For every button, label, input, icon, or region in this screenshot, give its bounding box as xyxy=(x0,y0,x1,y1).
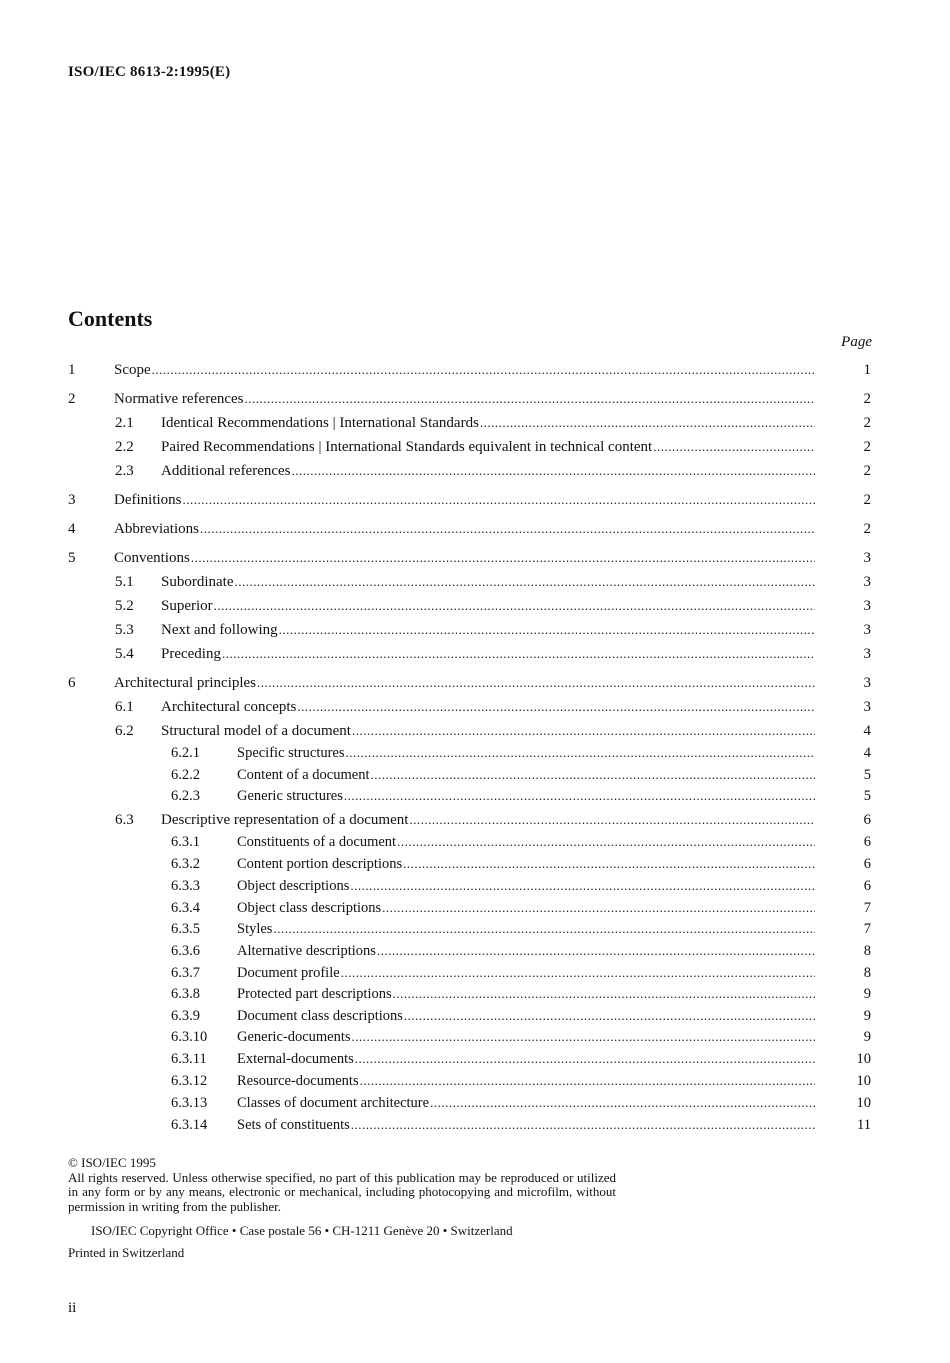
toc-entry-title: Document profile xyxy=(237,965,340,981)
copyright-block xyxy=(68,1156,628,1214)
toc-entry-leader xyxy=(114,548,815,568)
toc-entry-title: Sets of constituents xyxy=(237,1117,350,1133)
toc-entry-title: Styles xyxy=(237,921,273,937)
toc-entry-title: Specific structures xyxy=(237,745,345,761)
toc-entry-leader xyxy=(114,389,815,409)
toc-entry xyxy=(0,1071,950,1091)
toc-entry xyxy=(0,832,950,852)
toc-entry-page: 7 xyxy=(863,900,871,916)
toc-entry xyxy=(0,1115,950,1135)
toc-entry-page: 9 xyxy=(863,1008,871,1024)
toc-entry-page: 4 xyxy=(863,723,871,739)
toc-entry-number: 6.3.12 xyxy=(171,1073,208,1089)
toc-entry xyxy=(0,360,950,380)
toc-entry-page: 2 xyxy=(863,439,871,455)
toc-entry-number: 6.3.1 xyxy=(171,834,200,850)
toc-entry-leader xyxy=(161,437,815,457)
toc-entry xyxy=(0,1006,950,1026)
toc-entry-number: 6.3.9 xyxy=(171,1008,200,1024)
toc-entry-number: 5.2 xyxy=(115,598,134,614)
dot-leader xyxy=(235,572,816,592)
toc-entry-title: Identical Recommendations | International Standards xyxy=(161,415,479,431)
printed-in-line: Printed in Switzerland xyxy=(68,1245,185,1260)
dot-leader xyxy=(245,389,815,409)
dot-leader xyxy=(344,786,815,806)
copyright-line: © ISO/IEC 1995 xyxy=(68,1155,156,1170)
toc-entry-leader xyxy=(161,572,815,592)
toc-entry-title: Object class descriptions xyxy=(237,900,382,916)
toc-entry-number: 6.3 xyxy=(115,812,134,828)
toc-entry-title: Generic-documents xyxy=(237,1029,351,1045)
toc-entry-leader xyxy=(237,963,815,983)
toc-entry xyxy=(0,437,950,457)
toc-entry-page: 4 xyxy=(863,745,871,761)
toc-entry-leader xyxy=(237,1049,815,1069)
toc-entry-title: Additional references xyxy=(161,463,291,479)
toc-entry-leader xyxy=(161,810,815,830)
toc-entry-number: 5.1 xyxy=(115,574,134,590)
dot-leader xyxy=(273,919,815,939)
toc-entry-leader xyxy=(237,1027,815,1047)
toc-entry xyxy=(0,984,950,1004)
dot-leader xyxy=(257,673,815,693)
toc-entry-leader xyxy=(161,644,815,664)
toc-entry-number: 4 xyxy=(68,521,76,537)
dot-leader xyxy=(370,765,815,785)
toc-entry-title: Object descriptions xyxy=(237,878,350,894)
toc-entry-page: 3 xyxy=(863,646,871,662)
toc-entry-page: 3 xyxy=(863,699,871,715)
toc-entry-page: 3 xyxy=(863,622,871,638)
toc-entry-page: 3 xyxy=(863,675,871,691)
dot-leader xyxy=(480,413,815,433)
dot-leader xyxy=(355,1049,815,1069)
toc-entry-leader xyxy=(237,919,815,939)
dot-leader xyxy=(409,810,815,830)
toc-entry-page: 2 xyxy=(863,521,871,537)
toc-entry-leader xyxy=(237,984,815,1004)
toc-entry xyxy=(0,596,950,616)
dot-leader xyxy=(200,519,815,539)
toc-entry-title: Subordinate xyxy=(161,574,234,590)
toc-entry-page: 7 xyxy=(863,921,871,937)
toc-entry xyxy=(0,743,950,763)
dot-leader xyxy=(214,596,815,616)
toc-entry-number: 6.2.3 xyxy=(171,788,200,804)
toc-entry-page: 9 xyxy=(863,986,871,1002)
toc-entry xyxy=(0,1049,950,1069)
toc-entry-page: 2 xyxy=(863,463,871,479)
dot-leader xyxy=(653,437,815,457)
toc-entry-number: 6 xyxy=(68,675,76,691)
toc-entry xyxy=(0,548,950,568)
toc-entry xyxy=(0,919,950,939)
toc-entry-number: 2.1 xyxy=(115,415,134,431)
toc-entry-title: Next and following xyxy=(161,622,278,638)
toc-entry xyxy=(0,620,950,640)
toc-entry-title: Paired Recommendations | International Standards equivalent in technical content xyxy=(161,439,653,455)
dot-leader xyxy=(152,360,815,380)
toc-entry-leader xyxy=(161,596,815,616)
contents-heading: Contents xyxy=(68,306,153,331)
toc-entry-page: 5 xyxy=(863,788,871,804)
toc-entry-number: 6.3.8 xyxy=(171,986,200,1002)
toc-entry-page: 8 xyxy=(863,943,871,959)
dot-leader xyxy=(403,854,815,874)
toc-entry-title: Descriptive representation of a document xyxy=(161,812,409,828)
toc-entry-page: 6 xyxy=(863,834,871,850)
toc-entry xyxy=(0,389,950,409)
toc-entry-page: 1 xyxy=(863,362,871,378)
toc-entry-title: Architectural concepts xyxy=(161,699,297,715)
toc-entry-page: 2 xyxy=(863,391,871,407)
toc-entry-number: 6.3.7 xyxy=(171,965,200,981)
dot-leader xyxy=(292,461,815,481)
toc-entry xyxy=(0,490,950,510)
dot-leader xyxy=(341,963,815,983)
dot-leader xyxy=(397,832,815,852)
page-number: ii xyxy=(68,1300,77,1316)
toc-entry-leader xyxy=(237,898,815,918)
toc-entry-leader xyxy=(237,743,815,763)
toc-entry-number: 6.3.13 xyxy=(171,1095,208,1111)
toc-entry xyxy=(0,854,950,874)
toc-entry-leader xyxy=(161,620,815,640)
toc-entry-leader xyxy=(237,1093,815,1113)
document-identifier: ISO/IEC 8613-2:1995(E) xyxy=(68,64,231,80)
toc-entry-leader xyxy=(237,1115,815,1135)
toc-entry-number: 6.1 xyxy=(115,699,134,715)
toc-entry-leader xyxy=(114,360,815,380)
toc-entry-page: 6 xyxy=(863,812,871,828)
toc-entry-title: Preceding xyxy=(161,646,221,662)
toc-entry-page: 6 xyxy=(863,856,871,872)
toc-entry-page: 10 xyxy=(856,1051,871,1067)
toc-entry xyxy=(0,673,950,693)
toc-entry-page: 5 xyxy=(863,767,871,783)
toc-entry-number: 6.2 xyxy=(115,723,134,739)
toc-entry-leader xyxy=(161,697,815,717)
toc-entry xyxy=(0,697,950,717)
toc-entry-title: Document class descriptions xyxy=(237,1008,403,1024)
toc-entry-number: 1 xyxy=(68,362,76,378)
toc-entry-number: 6.3.6 xyxy=(171,943,200,959)
dot-leader xyxy=(191,548,815,568)
toc-entry-leader xyxy=(237,854,815,874)
toc-entry-number: 6.2.1 xyxy=(171,745,200,761)
toc-entry xyxy=(0,786,950,806)
toc-entry-title: Normative references xyxy=(114,391,244,407)
toc-entry-title: Abbreviations xyxy=(114,521,199,537)
toc-entry-leader xyxy=(114,519,815,539)
toc-entry-title: Definitions xyxy=(114,492,182,508)
dot-leader xyxy=(297,697,815,717)
toc-entry xyxy=(0,898,950,918)
dot-leader xyxy=(350,876,815,896)
toc-entry-page: 2 xyxy=(863,415,871,431)
toc-entry-page: 9 xyxy=(863,1029,871,1045)
toc-entry-page: 10 xyxy=(856,1095,871,1111)
toc-entry xyxy=(0,413,950,433)
toc-entry-leader xyxy=(237,1071,815,1091)
dot-leader xyxy=(346,743,815,763)
dot-leader xyxy=(222,644,815,664)
toc-entry-page: 8 xyxy=(863,965,871,981)
toc-entry-number: 3 xyxy=(68,492,76,508)
toc-entry-number: 6.2.2 xyxy=(171,767,200,783)
dot-leader xyxy=(382,898,815,918)
dot-leader xyxy=(183,490,816,510)
toc-entry xyxy=(0,644,950,664)
toc-entry-page: 3 xyxy=(863,574,871,590)
toc-entry xyxy=(0,765,950,785)
toc-entry-title: Protected part descriptions xyxy=(237,986,392,1002)
dot-leader xyxy=(393,984,815,1004)
toc-entry-leader xyxy=(114,673,815,693)
toc-entry xyxy=(0,1093,950,1113)
toc-entry xyxy=(0,810,950,830)
toc-entry-title: Resource-documents xyxy=(237,1073,359,1089)
dot-leader xyxy=(404,1006,815,1026)
toc-entry-number: 5.3 xyxy=(115,622,134,638)
toc-entry-title: Scope xyxy=(114,362,151,378)
toc-entry-leader xyxy=(237,786,815,806)
toc-entry-title: Content of a document xyxy=(237,767,370,783)
toc-entry-page: 3 xyxy=(863,550,871,566)
toc-entry-page: 6 xyxy=(863,878,871,894)
toc-entry-number: 2 xyxy=(68,391,76,407)
toc-entry-number: 6.3.5 xyxy=(171,921,200,937)
toc-entry-leader xyxy=(161,461,815,481)
toc-entry xyxy=(0,461,950,481)
toc-entry-title: Alternative descriptions xyxy=(237,943,376,959)
toc-entry-number: 5 xyxy=(68,550,76,566)
toc-entry xyxy=(0,963,950,983)
toc-entry-number: 2.3 xyxy=(115,463,134,479)
toc-entry xyxy=(0,1027,950,1047)
toc-entry-title: Content portion descriptions xyxy=(237,856,403,872)
toc-entry-page: 11 xyxy=(857,1117,871,1133)
toc-entry-number: 6.3.2 xyxy=(171,856,200,872)
dot-leader xyxy=(352,1027,815,1047)
dot-leader xyxy=(351,1115,815,1135)
toc-entry-number: 6.3.4 xyxy=(171,900,200,916)
toc-entry xyxy=(0,876,950,896)
toc-entry-title: Architectural principles xyxy=(114,675,257,691)
toc-entry-leader xyxy=(237,941,815,961)
toc-entry-title: Structural model of a document xyxy=(161,723,351,739)
toc-entry-leader xyxy=(237,832,815,852)
toc-entry-title: Generic structures xyxy=(237,788,343,804)
toc-entry-page: 3 xyxy=(863,598,871,614)
toc-entry-title: Constituents of a document xyxy=(237,834,397,850)
toc-entry-page: 2 xyxy=(863,492,871,508)
toc-entry xyxy=(0,721,950,741)
page-column-label: Page xyxy=(841,334,872,350)
toc-entry-number: 6.3.10 xyxy=(171,1029,208,1045)
toc-entry-leader xyxy=(237,765,815,785)
toc-entry-title: Superior xyxy=(161,598,213,614)
dot-leader xyxy=(360,1071,815,1091)
toc-entry-leader xyxy=(114,490,815,510)
toc-entry-leader xyxy=(237,876,815,896)
toc-entry-number: 6.3.3 xyxy=(171,878,200,894)
toc-entry xyxy=(0,572,950,592)
toc-entry xyxy=(0,519,950,539)
dot-leader xyxy=(279,620,815,640)
toc-entry-title: Classes of document architecture xyxy=(237,1095,430,1111)
toc-entry-title: Conventions xyxy=(114,550,190,566)
toc-entry-title: External-documents xyxy=(237,1051,354,1067)
toc-entry-number: 6.3.11 xyxy=(171,1051,207,1067)
dot-leader xyxy=(430,1093,815,1113)
toc-entry-leader xyxy=(161,721,815,741)
toc-entry-number: 2.2 xyxy=(115,439,134,455)
dot-leader xyxy=(352,721,815,741)
copyright-office-address: ISO/IEC Copyright Office • Case postale 56 • CH-1211 Genève 20 • Switzerland xyxy=(91,1223,513,1238)
rights-notice: All rights reserved. Unless otherwise specified, no part of this publication may be reproduced or utilized in any form or by any means, electronic or mechanical, including photocopying and microfilm, without permission in writing from the publisher. xyxy=(68,1169,616,1214)
toc-entry xyxy=(0,941,950,961)
toc-entry-number: 5.4 xyxy=(115,646,134,662)
toc-entry-page: 10 xyxy=(856,1073,871,1089)
toc-entry-number: 6.3.14 xyxy=(171,1117,208,1133)
dot-leader xyxy=(377,941,815,961)
toc-entry-leader xyxy=(161,413,815,433)
toc-entry-leader xyxy=(237,1006,815,1026)
